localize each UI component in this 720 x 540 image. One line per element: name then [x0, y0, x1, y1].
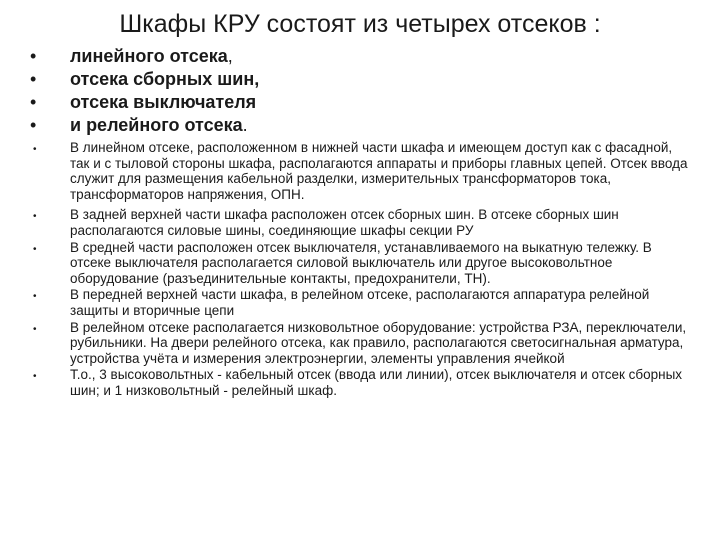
compartment-item-linear [30, 45, 710, 68]
bullet-icon: • [33, 323, 37, 335]
bullet-icon: • [33, 291, 37, 303]
compartment-label: отсека сборных шин, [70, 69, 260, 89]
detail-item-relay-upper [30, 287, 690, 318]
detail-item-linear [30, 140, 690, 202]
detail-list [30, 140, 690, 399]
compartment-item-busbar [30, 68, 710, 91]
bullet-icon: • [33, 211, 37, 223]
slide-title: Шкафы КРУ состоят из четырех отсеков : [119, 10, 601, 38]
bullet-icon: • [33, 243, 37, 255]
compartment-label: и релейного отсека [70, 115, 243, 135]
bullet-icon: • [33, 144, 37, 155]
compartment-item-breaker [30, 91, 710, 114]
bullet-icon: • [30, 69, 37, 89]
detail-item-summary [30, 367, 690, 398]
compartment-list [30, 45, 710, 137]
compartment-label: линейного отсека [70, 46, 228, 66]
bullet-icon: • [30, 92, 37, 112]
detail-text: В релейном отсеке располагается низковольтное оборудование: устройства РЗА, переключатели, рубильники. На двери релейного отсека, как правило, располагаются светосигнальная арматура, устройства учёта и измерения электроэнергии, элементы управления ячейкой [70, 319, 687, 366]
compartment-item-relay [30, 114, 710, 137]
detail-text: В задней верхней части шкафа расположен отсек сборных шин. В отсеке сборных шин располагаются силовые шины, соединяющие шкафы секции РУ [70, 207, 619, 238]
bullet-icon: • [30, 46, 37, 66]
detail-text: В линейном отсеке, расположенном в нижней части шкафа и имеющем доступ как с фасадной, так и с тыловой стороны шкафа, располагаются аппараты и приборы главных цепей. Отсек ввода служит для размещения кабельной разделки, измерительных трансформаторов тока, трансформаторов напряжения, ОПН. [70, 140, 688, 202]
detail-text: В средней части расположен отсек выключателя, устанавливаемого на выкатную тележку. В отсеке выключателя располагается силовой выключатель или другое высоковольтное оборудование (разъединительные контакты, предохранители, ТН). [70, 239, 652, 286]
compartment-suffix: , [227, 46, 233, 66]
detail-text: Т.о., 3 высоковольтных - кабельный отсек (ввода или линии), отсек выключателя и отсек сборных шин; и 1 низковольтный - релейный шкаф. [70, 367, 683, 398]
detail-text: В передней верхней части шкафа, в релейном отсеке, располагаются аппаратура релейной защиты и вторичные цепи [70, 287, 650, 318]
bullet-icon: • [33, 371, 37, 383]
detail-item-relay-equipment [30, 320, 690, 367]
compartment-label: отсека выключателя [70, 92, 257, 112]
compartment-suffix: . [242, 115, 248, 135]
bullet-icon: • [30, 115, 37, 135]
detail-item-busbar [30, 207, 690, 238]
detail-item-breaker [30, 240, 690, 287]
